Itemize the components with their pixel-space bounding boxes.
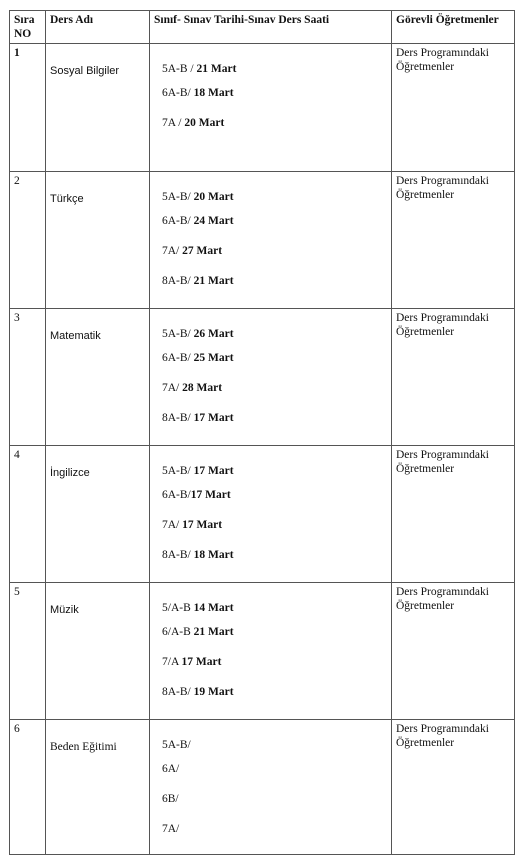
table-row bbox=[10, 172, 515, 309]
exam-date: 21 Mart bbox=[193, 275, 234, 287]
exam-date: 17 Mart bbox=[193, 465, 234, 477]
exam-date-line bbox=[162, 411, 387, 441]
exam-date-line bbox=[162, 792, 387, 822]
table-row bbox=[10, 44, 515, 172]
course-name: Matematik bbox=[46, 309, 150, 446]
exam-date: 14 Mart bbox=[193, 602, 234, 614]
exam-date: 17 Mart bbox=[181, 656, 222, 668]
assigned-teachers: Ders Programındaki Öğretmenler bbox=[392, 583, 515, 720]
class-label: 6/A-B bbox=[162, 626, 194, 638]
exam-date-line bbox=[162, 488, 387, 518]
exam-dates-cell bbox=[150, 172, 392, 309]
row-number: 1 bbox=[10, 44, 46, 172]
exam-date: 26 Mart bbox=[193, 328, 234, 340]
table-row bbox=[10, 583, 515, 720]
exam-date-line bbox=[162, 762, 387, 792]
assigned-teachers: Ders Programındaki Öğretmenler bbox=[392, 44, 515, 172]
row-number: 6 bbox=[10, 720, 46, 855]
class-label: 5A-B/ bbox=[162, 739, 191, 751]
exam-dates-cell bbox=[150, 446, 392, 583]
exam-date-line bbox=[162, 86, 387, 116]
class-label: 6A-B/ bbox=[162, 352, 194, 364]
exam-date-line bbox=[162, 625, 387, 655]
course-name: Beden Eğitimi bbox=[46, 720, 150, 855]
class-label: 5A-B/ bbox=[162, 328, 194, 340]
exam-dates-cell bbox=[150, 309, 392, 446]
class-label: 7A/ bbox=[162, 245, 183, 257]
exam-date: 27 Mart bbox=[182, 245, 223, 257]
exam-date: 18 Mart bbox=[193, 87, 234, 99]
class-label: 8A-B/ bbox=[162, 412, 194, 424]
exam-date-line bbox=[162, 548, 387, 578]
exam-date-line bbox=[162, 351, 387, 381]
course-name: Sosyal Bilgiler bbox=[46, 44, 150, 172]
class-label: 5A-B / bbox=[162, 63, 197, 75]
exam-date-line bbox=[162, 518, 387, 548]
exam-date: 18 Mart bbox=[193, 549, 234, 561]
exam-schedule-table bbox=[9, 10, 515, 855]
course-name: İngilizce bbox=[46, 446, 150, 583]
class-label: 7A/ bbox=[162, 519, 183, 531]
exam-date: 25 Mart bbox=[193, 352, 234, 364]
assigned-teachers: Ders Programındaki Öğretmenler bbox=[392, 720, 515, 855]
course-name: Müzik bbox=[46, 583, 150, 720]
table-row bbox=[10, 446, 515, 583]
header-schedule: Sınıf- Sınav Tarihi-Sınav Ders Saati bbox=[150, 11, 392, 44]
row-number: 5 bbox=[10, 583, 46, 720]
exam-date: 21 Mart bbox=[193, 626, 234, 638]
exam-date: 20 Mart bbox=[193, 191, 234, 203]
exam-date-line bbox=[162, 214, 387, 244]
class-label: 6A-B/ bbox=[162, 87, 194, 99]
class-label: 7A/ bbox=[162, 823, 180, 835]
exam-date-line bbox=[162, 458, 387, 488]
header-no: Sıra NO bbox=[10, 11, 46, 44]
exam-date: 21 Mart bbox=[196, 63, 237, 75]
class-label: 8A-B/ bbox=[162, 275, 194, 287]
assigned-teachers: Ders Programındaki Öğretmenler bbox=[392, 446, 515, 583]
exam-date: 19 Mart bbox=[193, 686, 234, 698]
exam-date-line bbox=[162, 184, 387, 214]
exam-date-line bbox=[162, 732, 387, 762]
exam-date: 17 Mart bbox=[193, 412, 234, 424]
class-label: 6A-B/ bbox=[162, 215, 194, 227]
row-number: 4 bbox=[10, 446, 46, 583]
course-name: Türkçe bbox=[46, 172, 150, 309]
exam-date-line bbox=[162, 381, 387, 411]
class-label: 6A-B/ bbox=[162, 489, 191, 501]
exam-date: 17 Mart bbox=[190, 489, 231, 501]
assigned-teachers: Ders Programındaki Öğretmenler bbox=[392, 309, 515, 446]
exam-date-line bbox=[162, 56, 387, 86]
exam-date-line bbox=[162, 116, 387, 146]
exam-date-line bbox=[162, 595, 387, 625]
exam-date-line bbox=[162, 685, 387, 715]
class-label: 7/A bbox=[162, 656, 182, 668]
class-label: 8A-B/ bbox=[162, 549, 194, 561]
row-number: 3 bbox=[10, 309, 46, 446]
exam-dates-cell bbox=[150, 720, 392, 855]
table-row bbox=[10, 309, 515, 446]
assigned-teachers: Ders Programındaki Öğretmenler bbox=[392, 172, 515, 309]
class-label: 7A / bbox=[162, 117, 185, 129]
exam-date-line bbox=[162, 822, 387, 852]
class-label: 6A/ bbox=[162, 763, 180, 775]
exam-date-line bbox=[162, 274, 387, 304]
exam-date: 17 Mart bbox=[182, 519, 223, 531]
exam-date: 24 Mart bbox=[193, 215, 234, 227]
exam-date-line bbox=[162, 244, 387, 274]
class-label: 5A-B/ bbox=[162, 191, 194, 203]
table-header-row bbox=[10, 11, 515, 44]
header-teacher: Görevli Öğretmenler bbox=[392, 11, 515, 44]
exam-date: 28 Mart bbox=[182, 382, 223, 394]
class-label: 7A/ bbox=[162, 382, 183, 394]
exam-dates-cell bbox=[150, 44, 392, 172]
class-label: 6B/ bbox=[162, 793, 179, 805]
class-label: 8A-B/ bbox=[162, 686, 194, 698]
exam-date: 20 Mart bbox=[184, 117, 225, 129]
exam-dates-cell bbox=[150, 583, 392, 720]
exam-date-line bbox=[162, 321, 387, 351]
class-label: 5/A-B bbox=[162, 602, 194, 614]
class-label: 5A-B/ bbox=[162, 465, 194, 477]
table-row bbox=[10, 720, 515, 855]
row-number: 2 bbox=[10, 172, 46, 309]
exam-date-line bbox=[162, 655, 387, 685]
header-course: Ders Adı bbox=[46, 11, 150, 44]
